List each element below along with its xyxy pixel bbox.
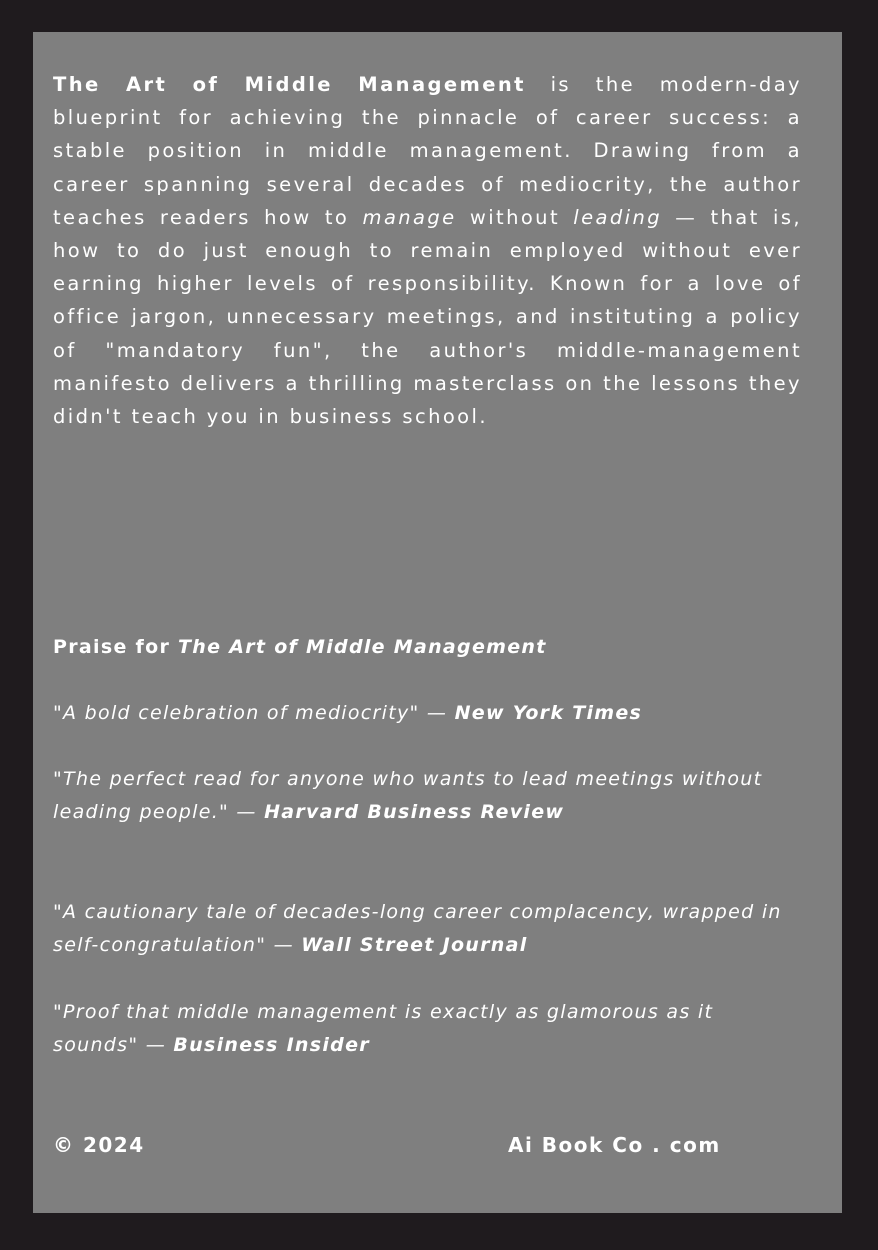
description-emphasis-leading: leading (573, 205, 662, 229)
description-text: is the modern-day blueprint for achieving the pinnacle of career success: a stable position in middle management. Drawing from a career spanning several decades of mediocrity, the author teaches readers how to (53, 73, 802, 229)
book-title: The Art of Middle Management (53, 73, 526, 96)
back-cover-panel (33, 32, 842, 1213)
quote-source: Wall Street Journal (301, 934, 528, 956)
review-quote (53, 763, 793, 829)
description-text: — that is, how to do just enough to remain employed without ever earning higher levels of responsibility. Known for a love of office jargon, unnecessary meetings, and instituting a policy of "mandatory fun", the author's middle-management manifesto delivers a thrilling masterclass on the lessons they didn't teach you in business school. (53, 205, 802, 429)
praise-heading-title: The Art of Middle Management (178, 636, 547, 658)
quote-text: "A bold celebration of mediocrity" — (53, 702, 455, 724)
review-quote (53, 996, 793, 1062)
publisher-website: Ai Book Co . com (508, 1133, 721, 1157)
quote-text: "The perfect read for anyone who wants to lead meetings without leading people." — (53, 768, 763, 823)
quote-source: New York Times (454, 702, 643, 724)
quote-text: "Proof that middle management is exactly as glamorous as it sounds" — (53, 1001, 714, 1056)
review-quote (53, 896, 793, 962)
quote-source: Harvard Business Review (264, 801, 565, 823)
description-text: without (456, 205, 574, 229)
quote-source: Business Insider (173, 1034, 370, 1056)
review-quote (53, 697, 793, 730)
copyright-notice: © 2024 (53, 1133, 145, 1157)
praise-heading (53, 631, 793, 664)
praise-heading-prefix: Praise for (53, 636, 179, 658)
quote-text: "A cautionary tale of decades-long career complacency, wrapped in self-congratulation" — (53, 901, 782, 956)
description-emphasis-manage: manage (362, 205, 457, 229)
book-description (53, 68, 802, 433)
